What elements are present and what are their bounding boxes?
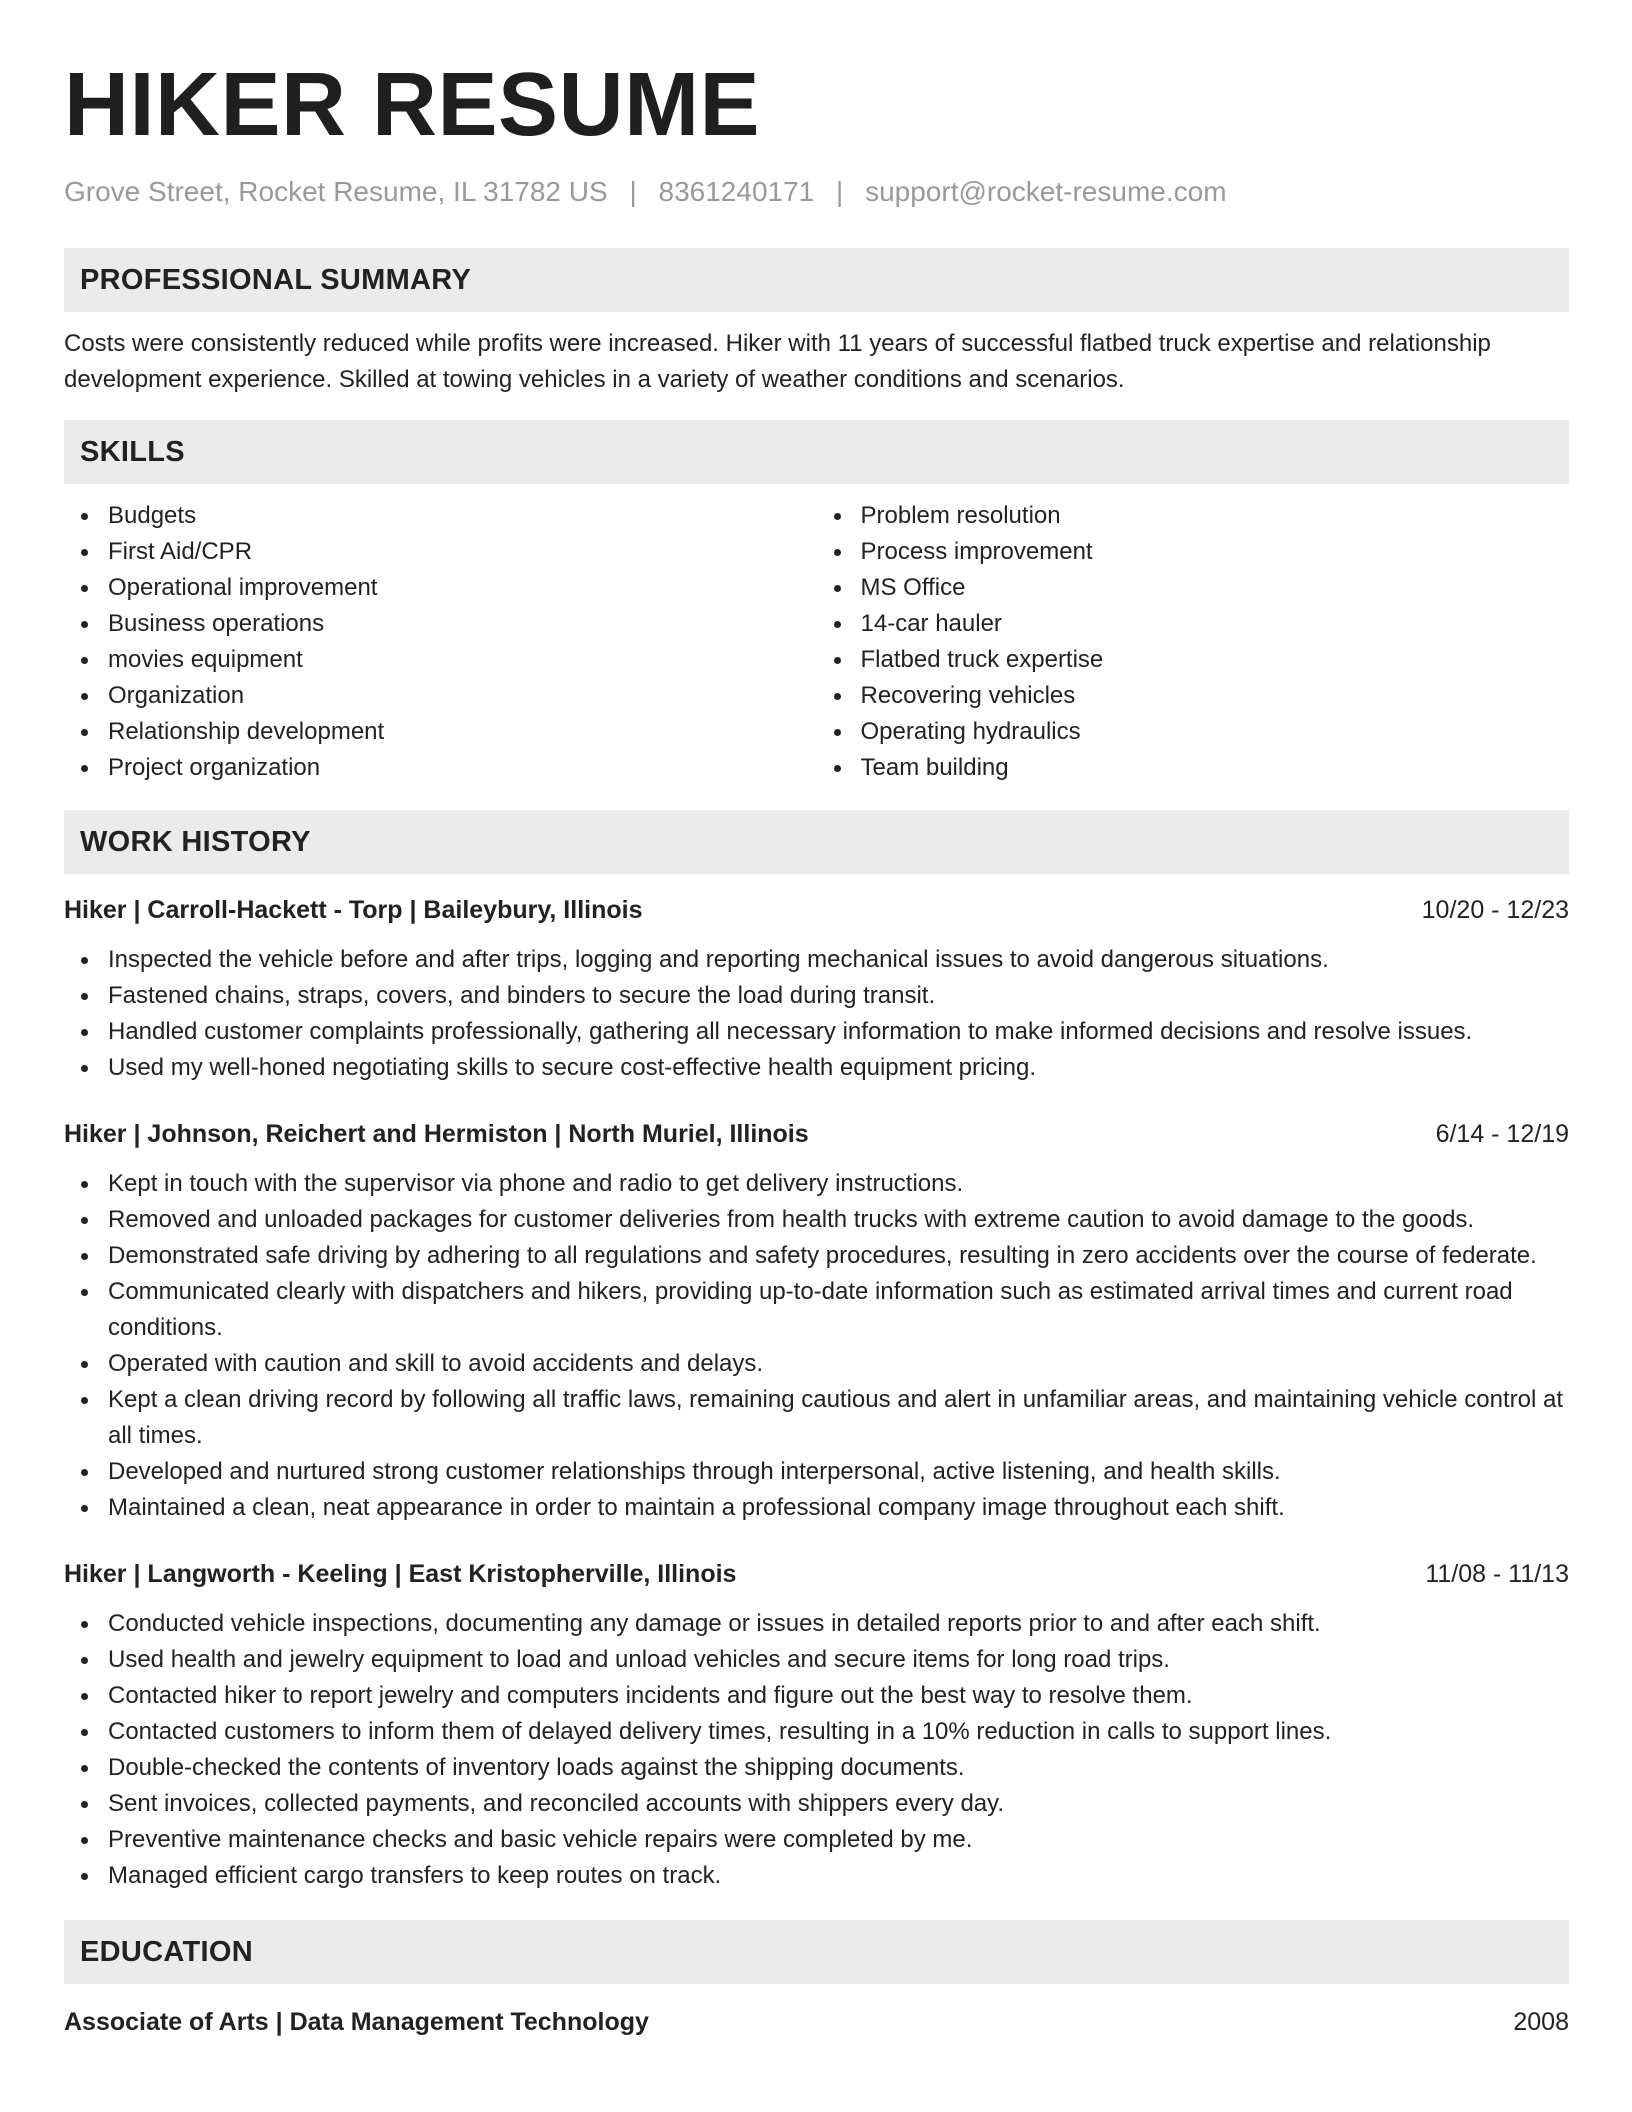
skill-item: Process improvement xyxy=(817,534,1570,570)
job-bullet: Operated with caution and skill to avoid accidents and delays. xyxy=(64,1346,1569,1382)
job-bullet: Double-checked the contents of inventory loads against the shipping documents. xyxy=(64,1750,1569,1786)
job-dates: 10/20 - 12/23 xyxy=(1421,896,1569,924)
job-title: Hiker | Johnson, Reichert and Hermiston | North Muriel, Illinois xyxy=(64,1120,809,1148)
summary-text: Costs were consistently reduced while profits were increased. Hiker with 11 years of successful flatbed truck expertise and relationship development experience. Skilled at towing vehicles in a variety of weather conditions and scenarios. xyxy=(64,330,1491,393)
job-bullets xyxy=(64,942,1569,1086)
education-heading: EDUCATION xyxy=(64,1920,1569,1984)
job-bullet: Contacted customers to inform them of delayed delivery times, resulting in a 10% reduction in calls to support lines. xyxy=(64,1714,1569,1750)
job-bullet: Maintained a clean, neat appearance in order to maintain a professional company image throughout each shift. xyxy=(64,1490,1569,1526)
job-bullet: Demonstrated safe driving by adhering to all regulations and safety procedures, resulting in zero accidents over the course of federate. xyxy=(64,1238,1569,1274)
skill-item: Project organization xyxy=(64,750,817,786)
contact-line xyxy=(64,176,1569,208)
job-bullet: Kept in touch with the supervisor via phone and radio to get delivery instructions. xyxy=(64,1166,1569,1202)
skill-item: Flatbed truck expertise xyxy=(817,642,1570,678)
skill-item: Budgets xyxy=(64,498,817,534)
job-bullet: Inspected the vehicle before and after trips, logging and reporting mechanical issues to avoid dangerous situations. xyxy=(64,942,1569,978)
job-bullet: Managed efficient cargo transfers to keep routes on track. xyxy=(64,1858,1569,1894)
job-bullet: Fastened chains, straps, covers, and binders to secure the load during transit. xyxy=(64,978,1569,1014)
job-bullet: Removed and unloaded packages for customer deliveries from health trucks with extreme caution to avoid damage to the goods. xyxy=(64,1202,1569,1238)
skills-column-right xyxy=(817,498,1570,786)
job-title: Hiker | Carroll-Hackett - Torp | Baileybury, Illinois xyxy=(64,896,643,924)
contact-email: support@rocket-resume.com xyxy=(865,176,1227,207)
skill-item: Operational improvement xyxy=(64,570,817,606)
job-bullets xyxy=(64,1606,1569,1894)
contact-separator: | xyxy=(629,176,637,207)
job-bullet: Preventive maintenance checks and basic vehicle repairs were completed by me. xyxy=(64,1822,1569,1858)
job-bullet: Handled customer complaints professionally, gathering all necessary information to make informed decisions and resolve issues. xyxy=(64,1014,1569,1050)
job-bullets xyxy=(64,1166,1569,1526)
job-bullet: Used health and jewelry equipment to load and unload vehicles and secure items for long road trips. xyxy=(64,1642,1569,1678)
job-header xyxy=(64,892,1569,928)
skill-item: Operating hydraulics xyxy=(817,714,1570,750)
skill-item: Recovering vehicles xyxy=(817,678,1570,714)
job-bullet: Contacted hiker to report jewelry and computers incidents and figure out the best way to resolve them. xyxy=(64,1678,1569,1714)
job-entry xyxy=(64,892,1569,1086)
job-bullet: Communicated clearly with dispatchers and hikers, providing up-to-date information such as estimated arrival times and current road conditions. xyxy=(64,1274,1569,1346)
job-entry xyxy=(64,1556,1569,1894)
skill-item: Relationship development xyxy=(64,714,817,750)
job-bullet: Conducted vehicle inspections, documenting any damage or issues in detailed reports prior to and after each shift. xyxy=(64,1606,1569,1642)
resume-name: HIKER RESUME xyxy=(64,55,761,155)
skill-item: First Aid/CPR xyxy=(64,534,817,570)
job-bullet: Used my well-honed negotiating skills to secure cost-effective health equipment pricing. xyxy=(64,1050,1569,1086)
skill-item: movies equipment xyxy=(64,642,817,678)
work-history-heading: WORK HISTORY xyxy=(64,810,1569,874)
job-title: Hiker | Langworth - Keeling | East Kristopherville, Illinois xyxy=(64,1560,737,1588)
contact-address: Grove Street, Rocket Resume, IL 31782 US xyxy=(64,176,608,207)
contact-phone: 8361240171 xyxy=(658,176,815,207)
job-dates: 6/14 - 12/19 xyxy=(1435,1120,1569,1148)
job-dates: 11/08 - 11/13 xyxy=(1425,1560,1569,1588)
job-entry xyxy=(64,1116,1569,1526)
skill-item: Business operations xyxy=(64,606,817,642)
skills-column-left xyxy=(64,498,817,786)
skill-item: MS Office xyxy=(817,570,1570,606)
job-bullet: Sent invoices, collected payments, and reconciled accounts with shippers every day. xyxy=(64,1786,1569,1822)
education-degree: Associate of Arts | Data Management Technology xyxy=(64,2008,649,2036)
skill-item: Team building xyxy=(817,750,1570,786)
job-bullet: Kept a clean driving record by following all traffic laws, remaining cautious and alert in unfamiliar areas, and maintaining vehicle control at all times. xyxy=(64,1382,1569,1454)
job-bullet: Developed and nurtured strong customer relationships through interpersonal, active listening, and health skills. xyxy=(64,1454,1569,1490)
job-header xyxy=(64,1556,1569,1592)
skills-heading: SKILLS xyxy=(64,420,1569,484)
job-header xyxy=(64,1116,1569,1152)
education-year: 2008 xyxy=(1513,2008,1569,2036)
contact-separator: | xyxy=(836,176,844,207)
summary-heading: PROFESSIONAL SUMMARY xyxy=(64,248,1569,312)
education-entry xyxy=(64,2004,1569,2040)
skill-item: 14-car hauler xyxy=(817,606,1570,642)
skills-list xyxy=(64,498,1569,786)
skill-item: Organization xyxy=(64,678,817,714)
skill-item: Problem resolution xyxy=(817,498,1570,534)
